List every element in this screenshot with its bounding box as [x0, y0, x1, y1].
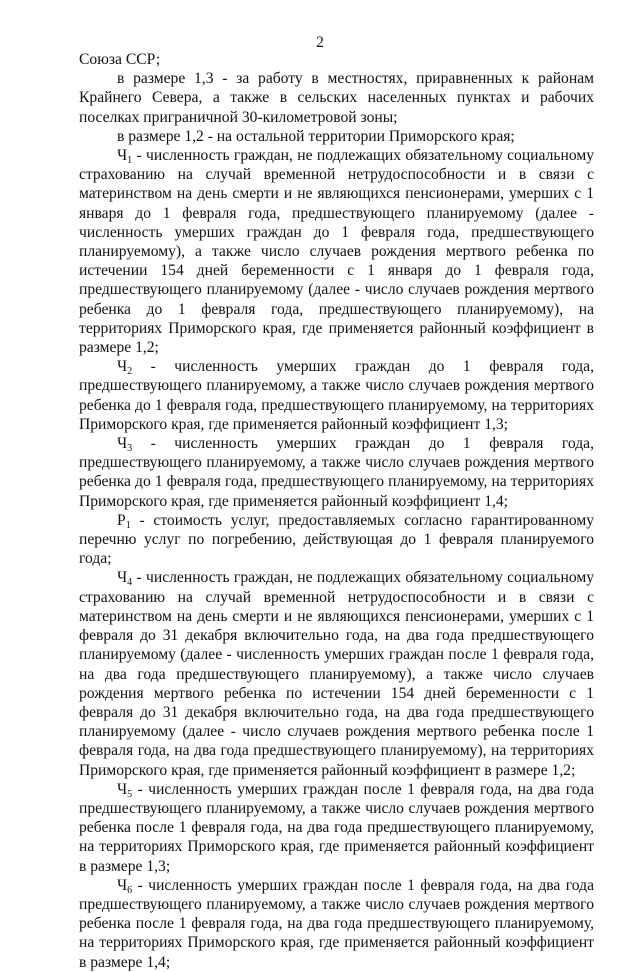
paragraph [79, 876, 594, 972]
paragraph-text: - численность граждан, не подлежащих обязательному социальному страхованию на случай временной нетрудоспособности и в связи с материнством на день смерти и не являющихся пенсионерами, умерших с 1 февраля до 31 декабря включительно года, на два года предшествующего планируемому (далее - численность умерших граждан после 1 февраля года, на два года предшествующего планируемому), а также число случаев рождения мертвого ребенка по истечении 154 дней беременности с 1 февраля до 31 декабря включительно года, на два года предшествующего планируемому (далее - число случаев рождения мертвого ребенка после 1 февраля года, на два года предшествующего планируемому), на территориях Приморского края, где применяется районный коэффициент в размере 1,2; [79, 569, 594, 779]
paragraph [79, 780, 594, 876]
paragraph-text: Ч [117, 435, 128, 453]
paragraph-text: Ч [117, 780, 128, 798]
paragraph [79, 511, 594, 569]
paragraph [79, 127, 594, 146]
paragraph-text: в размере 1,3 - за работу в местностях, приравненных к районам Крайнего Севера, а также в сельских населенных пунктах и рабочих поселках приграничной 30-километровой зоны; [79, 70, 594, 126]
paragraph [79, 434, 594, 511]
paragraph-text: - численность граждан, не подлежащих обязательному социальному страхованию на случай временной нетрудоспособности и в связи с материнством на день смерти и не являющихся пенсионерами, умерших с 1 января до 1 февраля года, предшествующего планируемому (далее - численность умерших граждан до 1 февраля года, предшествующего планируемому), а также число случаев рождения мертвого ребенка по истечении 154 дней беременности с 1 января до 1 февраля года, предшествующего планируемому (далее - число случаев рождения мертвого ребенка до 1 февраля года, предшествующего планируемому), на территориях Приморского края, где применяется районный коэффициент в размере 1,2; [79, 147, 594, 357]
subscript-index: 4 [127, 577, 133, 589]
paragraph-text: - численность умерших граждан до 1 февраля года, предшествующего планируемому, а также число случаев рождения мертвого ребенка до 1 февраля года, предшествующего планируемому, на территориях Приморского края, где применяется районный коэффициент 1,3; [79, 358, 594, 433]
subscript-index: 6 [127, 884, 133, 896]
paragraph [79, 357, 594, 434]
paragraph [79, 50, 594, 69]
subscript-index: 3 [127, 443, 133, 455]
paragraph-text: Ч [117, 569, 128, 587]
paragraph-text: Ч [117, 147, 128, 165]
paragraph-text: - стоимость услуг, предоставляемых согласно гарантированному перечню услуг по погребению, действующая до 1 февраля планируемого года; [79, 511, 594, 568]
subscript-index: 2 [127, 366, 133, 378]
paragraph-text: - численность умерших граждан после 1 февраля года, на два года предшествующего планируемому, а также число случаев рождения мертвого ребенка после 1 февраля года, на два года предшествующего планируемому, на территориях Приморского края, где применяется районный коэффициент в размере 1,4; [79, 876, 594, 971]
paragraph [79, 568, 594, 779]
paragraph-text: - численность умерших граждан до 1 февраля года, предшествующего планируемому, а также число случаев рождения мертвого ребенка до 1 февраля года, предшествующего планируемому, на территориях Приморского края, где применяется районный коэффициент 1,4; [79, 435, 594, 510]
paragraph [79, 146, 594, 357]
paragraph-text: Ч [117, 876, 128, 894]
paragraph-text: Ч [117, 358, 128, 376]
subscript-index: 1 [127, 155, 133, 167]
paragraph-text: Р [117, 511, 126, 529]
page-number: 2 [316, 34, 324, 51]
paragraph-text: в размере 1,2 - на остальной территории Приморского края; [117, 127, 515, 145]
document-body [79, 50, 594, 972]
paragraph [79, 69, 594, 127]
subscript-index: 1 [125, 519, 131, 531]
subscript-index: 5 [127, 788, 133, 800]
paragraph-text: Союза ССР; [79, 51, 161, 68]
paragraph-text: - численность умерших граждан после 1 февраля года, на два года предшествующего планируемому, а также число случаев рождения мертвого ребенка после 1 февраля года, на два года предшествующего планируемому, на территориях Приморского края, где применяется районный коэффициент в размере 1,3; [79, 780, 594, 875]
